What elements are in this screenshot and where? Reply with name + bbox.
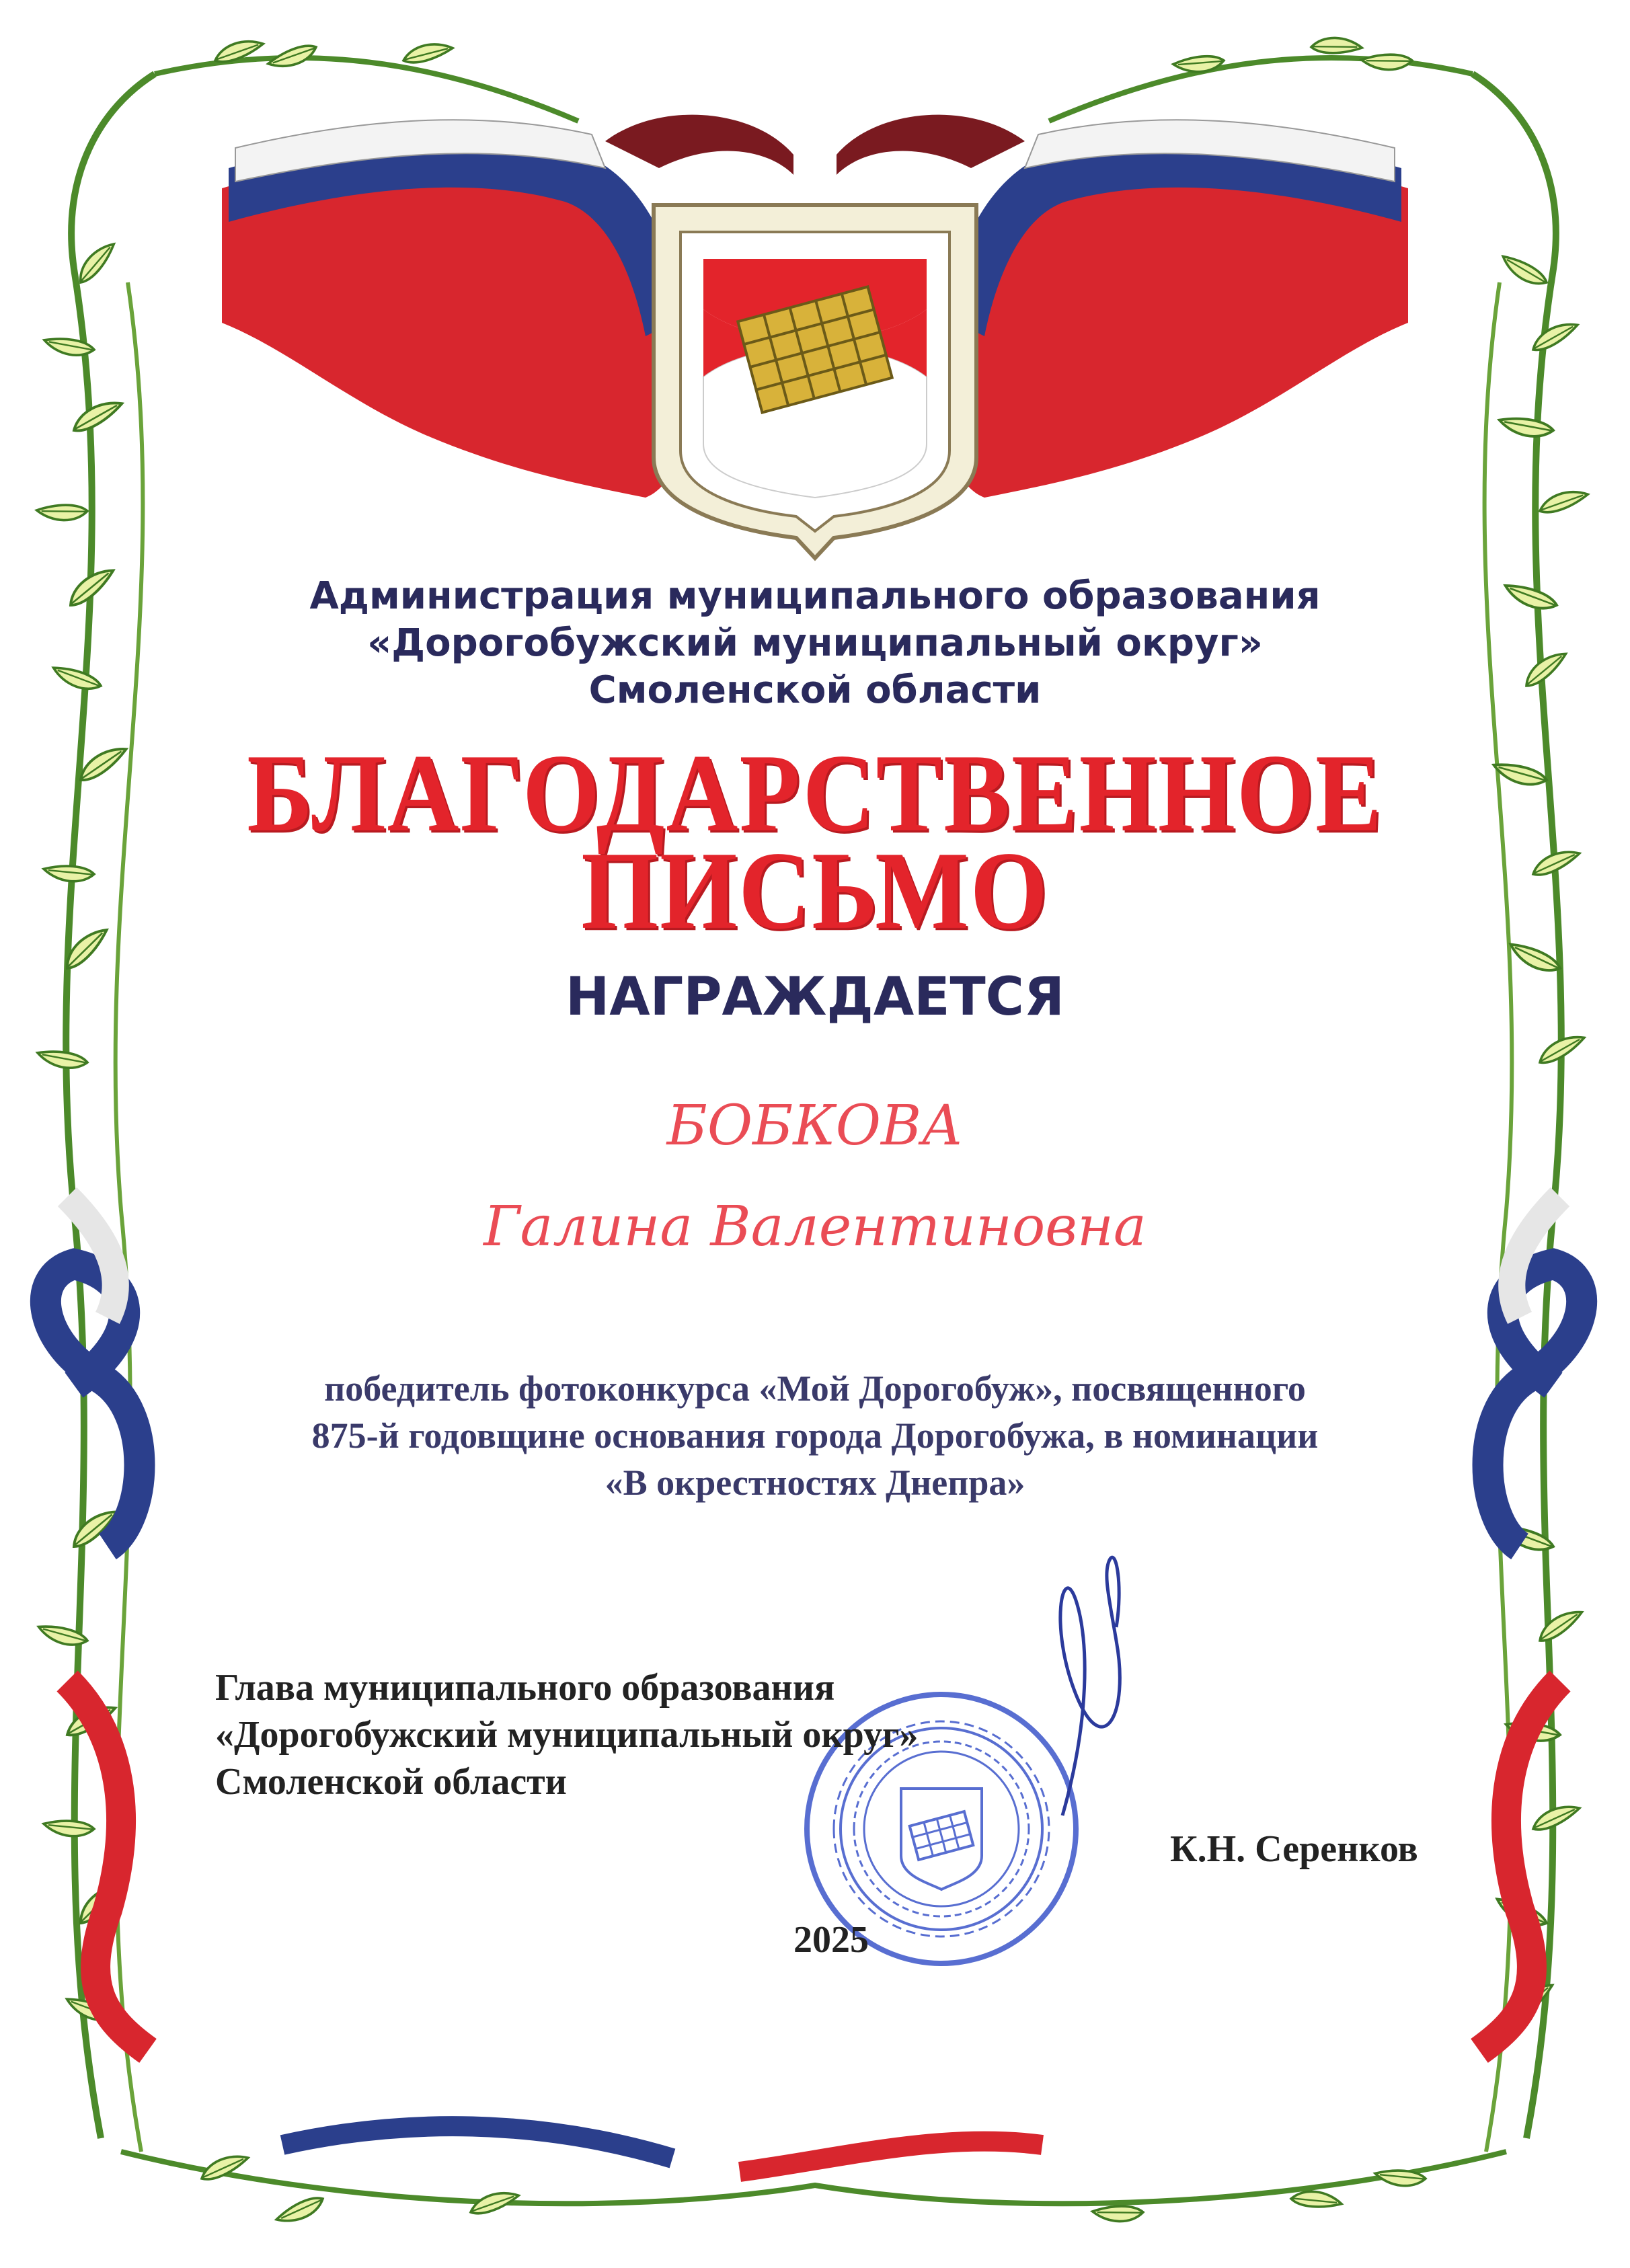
signature-title-line-3: Смоленской области (215, 1761, 567, 1803)
administration-line-3: Смоленской области (588, 668, 1042, 712)
administration-line-1: Администрация муниципального образования (309, 574, 1321, 618)
signer-name: К.Н. Серенков (1170, 1828, 1418, 1870)
tricolor-ribbon-left (46, 1197, 148, 2051)
signature-title-line-2: «Дорогобужский муниципальный округ» (215, 1714, 919, 1756)
signature-title-line-1: Глава муниципального образования (215, 1667, 835, 1709)
title-line-2: ПИСЬМО (581, 829, 1049, 953)
tricolor-ribbon-bottom (282, 2126, 1042, 2172)
coat-of-arms (654, 205, 976, 558)
description-line-3: «В окрестностях Днепра» (605, 1462, 1025, 1503)
administration-line-2: «Дорогобужский муниципальный округ» (367, 621, 1263, 665)
recipient-surname: БОБКОВА (666, 1094, 964, 1158)
recipient-given-names: Галина Валентиновна (483, 1195, 1147, 1259)
handwritten-signature (1060, 1557, 1120, 1815)
description-line-2: 875-й годовщине основания города Дорогобужа, в номинации (311, 1415, 1319, 1456)
signature-year: 2025 (793, 1919, 869, 1961)
top-branches (155, 34, 1473, 121)
awarded-label: НАГРАЖДАЕТСЯ (566, 967, 1064, 1027)
description-line-1: победитель фотоконкурса «Мой Дорогобуж», посвященного (324, 1368, 1306, 1409)
title-line-1: БЛАГОДАРСТВЕННОЕ (247, 732, 1383, 855)
